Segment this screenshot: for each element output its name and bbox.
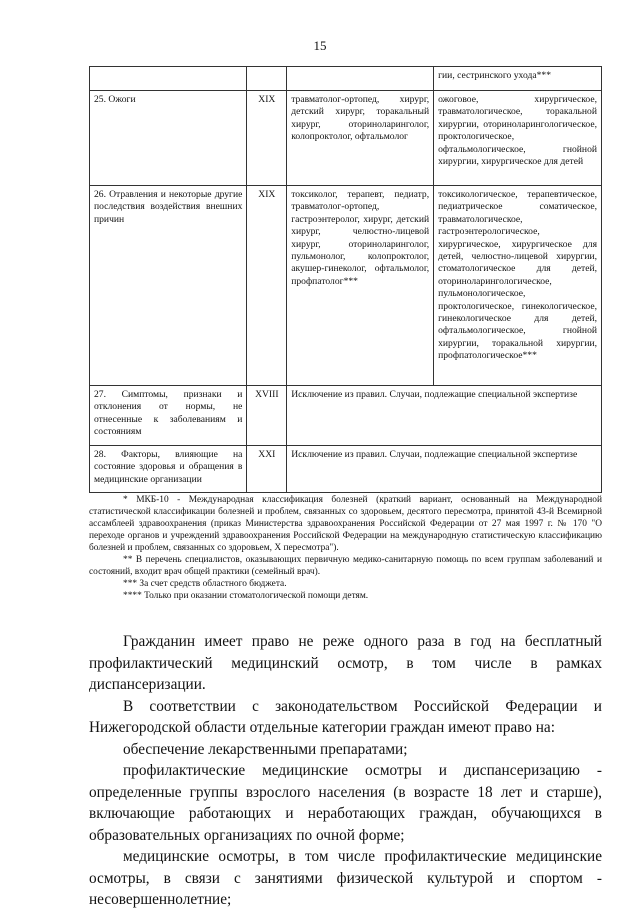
paragraph: профилактические медицинские осмотры и диспансеризацию - определенные группы взрослого населения (в возрасте 18 лет и старше), включающие работающих и неработающих граждан, обучающихся в образовательных организациях по очной форме; bbox=[89, 762, 602, 844]
specialists-cell bbox=[287, 67, 434, 91]
disease-group-cell: 27. Симптомы, признаки и отклонения от нормы, не отнесенные к заболеваниям и состояниям bbox=[90, 386, 247, 446]
care-profile-cell: ожоговое, хирургическое, травматологическое, торакальной хирургии, оториноларингологическое, проктологическое, офтальмологическое, гнойной хирургии, хирургическое для детей bbox=[434, 91, 602, 186]
paragraph: Гражданин имеет право не реже одного раза в год на бесплатный профилактический медицинский осмотр, в том числе в рамках диспансеризации. bbox=[89, 633, 602, 693]
icd-class-cell bbox=[247, 67, 287, 91]
care-profile-cell: гии, сестринского ухода*** bbox=[434, 67, 602, 91]
specialists-cell: травматолог-ортопед, хирург, детский хирург, торакальный хирург, оториноларинголог, колопроктолог, офтальмолог bbox=[287, 91, 434, 186]
table-row bbox=[90, 446, 602, 493]
care-profile-cell: токсикологическое, терапевтическое, педиатрическое соматическое, травматологическое, гастроэнтерологическое, хирургическое, хирургическое для детей, челюстно-лицевой хирургии, стоматологическое для детей, оториноларингологическое, пульмонологическое, проктологическое, гинекологическое, гинекологическое для детей, офтальмологическое, гнойной хирургии, торакальной хирургии, профпатологическое*** bbox=[434, 186, 602, 386]
disease-specialist-table bbox=[89, 66, 602, 493]
paragraph: медицинские осмотры, в том числе профилактические медицинские осмотры, в связи с занятиями физической культурой и спортом - несовершеннолетние; bbox=[89, 848, 602, 908]
footnote-regional-budget: *** За счет средств областного бюджета. bbox=[123, 579, 287, 589]
footnote-general-practitioner: ** В перечень специалистов, оказывающих первичную медико-санитарную помощь по всем группам заболеваний и состояний, входит врач общей практики (семейный врач). bbox=[89, 555, 602, 577]
paragraph: В соответствии с законодательством Российской Федерации и Нижегородской области отдельные категории граждан имеют право на: bbox=[89, 697, 602, 736]
table-row bbox=[90, 386, 602, 446]
table-row bbox=[90, 186, 602, 386]
icd-class-cell: XIX bbox=[247, 91, 287, 186]
disease-group-cell: 25. Ожоги bbox=[90, 91, 247, 186]
specialists-cell: токсиколог, терапевт, педиатр, травматолог-ортопед, гастроэнтеролог, хирург, детский хирург, челюстно-лицевой хирург, оториноларинголог, пульмонолог, колопроктолог, акушер-гинеколог, офтальмолог, профпатолог*** bbox=[287, 186, 434, 386]
table-row bbox=[90, 67, 602, 91]
page-number: 15 bbox=[313, 38, 327, 53]
exception-note-cell: Исключение из правил. Случаи, подлежащие специальной экспертизе bbox=[287, 446, 602, 493]
icd-class-cell: XXI bbox=[247, 446, 287, 493]
table-row bbox=[90, 91, 602, 186]
body-text bbox=[89, 631, 602, 911]
footnote-icd: * МКБ-10 - Международная классификация болезней (краткий вариант, основанный на Международной статистической классификации болезней и проблем, связанных со здоровьем, десятого пересмотра, принятой 43-й Всемирной ассамблеей здравоохранения (приказ Министерства здравоохранения Российской Федерации от 27 мая 1997 г. № 170 "О переходе органов и учреждений здравоохранения Российской Федерации на международную статистическую классификацию болезней и проблем, связанных со здоровьем, X пересмотра"). bbox=[89, 495, 602, 553]
footnote-dental-children: **** Только при оказании стоматологической помощи детям. bbox=[123, 591, 369, 601]
exception-note-cell: Исключение из правил. Случаи, подлежащие специальной экспертизе bbox=[287, 386, 602, 446]
icd-class-cell: XIX bbox=[247, 186, 287, 386]
footnotes bbox=[89, 494, 602, 602]
paragraph: обеспечение лекарственными препаратами; bbox=[123, 740, 408, 758]
icd-class-cell: XVIII bbox=[247, 386, 287, 446]
disease-group-cell: 26. Отравления и некоторые другие последствия воздействия внешних причин bbox=[90, 186, 247, 386]
disease-group-cell: 28. Факторы, влияющие на состояние здоровья и обращения в медицинские организации bbox=[90, 446, 247, 493]
disease-group-cell bbox=[90, 67, 247, 91]
